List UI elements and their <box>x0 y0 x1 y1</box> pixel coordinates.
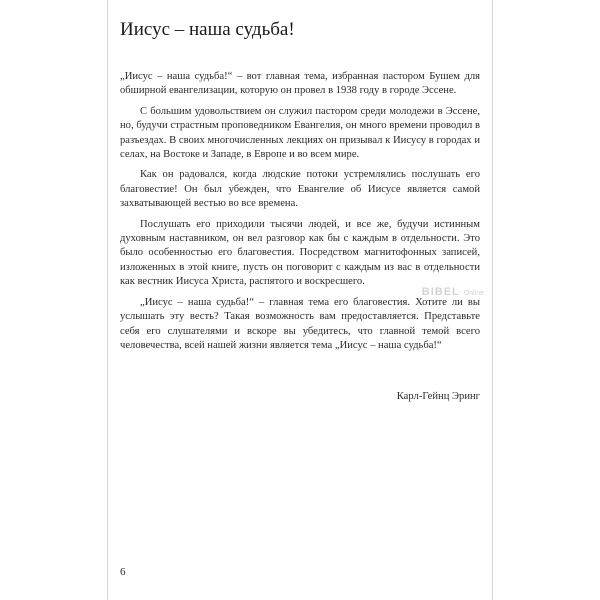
paragraph-5: „Иисус – наша судьба!“ – главная тема его благовестия. Хотите ли вы услышать эту весть? Такая возможность вам предоставляется. Представьте себя его слушателями и вскоре вы убедитесь, что главной темой всего человечества, всей нашей жизни является тема „Иисус – наша судьба!“ <box>120 296 480 351</box>
page-number: 6 <box>120 566 126 578</box>
watermark-sub: Online <box>463 290 484 297</box>
body-text <box>120 70 480 359</box>
book-page <box>108 0 492 600</box>
paragraph-4: Послушать его приходили тысячи людей, и все же, будучи истинным духовным наставником, он вел разговор как бы с каждым в отдельности. Это было особенностью его благовестия. Посредством магнитофонных записей, изложенных в этой книге, пусть он поговорит с каждым из вас в отдельности как вестник Иисуса Христа, распятого и воскресшего. <box>120 218 480 288</box>
author-signature: Карл-Гейнц Эринг <box>396 391 480 402</box>
paragraph-2: С большим удовольствием он служил пастором среди молодежи в Эссене, но, будучи страстным проповедником Евангелия, он много времени проводил в разъездах. В своих многочисленных лекциях он призывал к Иисусу в городах и селах, на Востоке и Западе, в Европе и во всем мире. <box>120 105 480 161</box>
paragraph-3: Как он радовался, когда людские потоки устремлялись послушать его благовестие! Он был убежден, что Евангелие об Иисусе является самой захватывающей вестью во все времена. <box>120 169 480 210</box>
watermark-logo <box>422 282 484 300</box>
page-title: Иисус – наша судьба! <box>120 19 295 40</box>
paragraph-1: „Иисус – наша судьба!“ – вот главная тема, избранная пастором Бушем для обширной евангелизации, которую он провел в 1938 году в городе Эссене. <box>120 71 480 97</box>
watermark-main: BIBEL <box>421 286 460 298</box>
